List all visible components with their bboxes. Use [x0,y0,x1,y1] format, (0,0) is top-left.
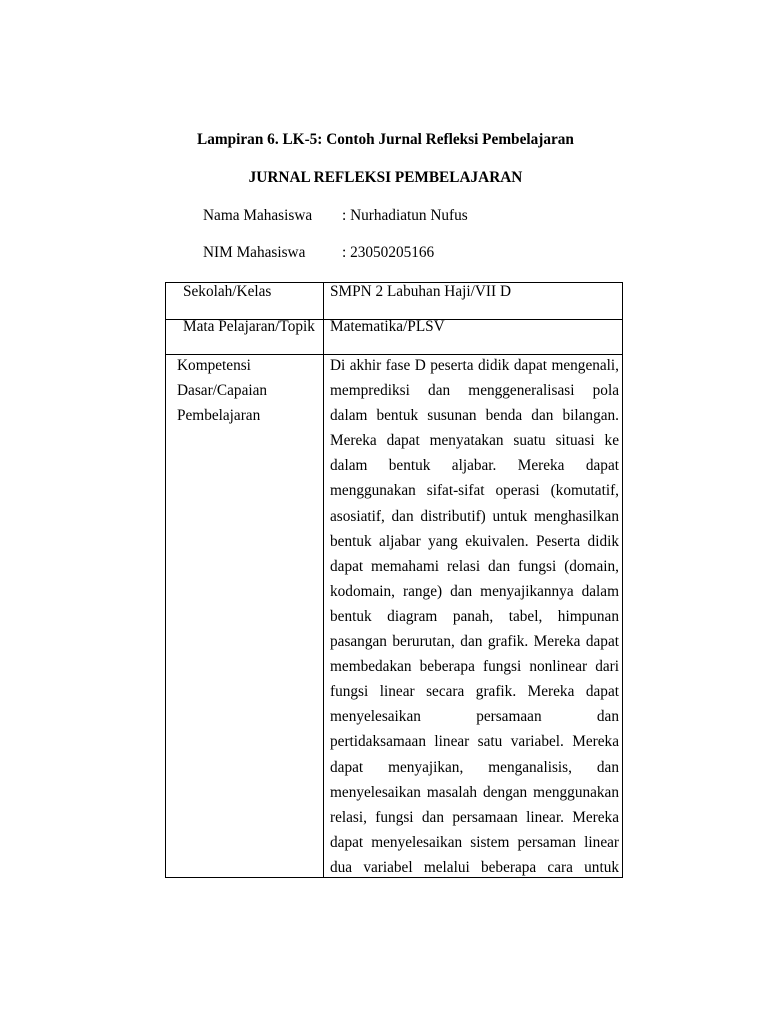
competency-text-line: dapat menyelesaikan sistem persaman linear [330,833,619,851]
school-class-label-cell [165,282,324,320]
competency-label-line: Dasar/Capaian [177,382,268,400]
competency-text-line: Di akhir fase D peserta didik dapat mengenali, [330,357,619,374]
competency-text-line: kodomain, range) dan menyajikannya dalam [330,582,619,600]
subject-topic-label-cell [165,319,324,355]
competency-text-line: asosiatif, dan distributif) untuk menghasilkan [330,507,619,525]
student-name-value: : Nurhadiatun Nufus [342,207,468,224]
competency-text-line: dalam bentuk aljabar. Mereka dapat [330,457,619,475]
competency-text-line: Mereka dapat menyatakan suatu situasi ke [330,432,619,450]
student-name-label: Nama Mahasiswa [203,207,313,224]
competency-text-line: memprediksi dan menggeneralisasi pola [330,382,619,400]
student-nim-label: NIM Mahasiswa [203,244,306,261]
competency-text-line: membedakan beberapa fungsi nonlinear dari [330,658,619,676]
competency-text-line: menyelesaikan masalah dengan menggunakan [330,783,619,801]
competency-text-line: dapat menyajikan, menganalisis, dan [330,758,619,776]
subject-topic-value: Matematika/PLSV [330,319,445,335]
competency-text-line: pasangan berurutan, dan grafik. Mereka dapat [330,633,619,651]
competency-text-line: dalam bentuk susunan benda dan bilangan. [330,407,619,425]
subject-topic-label: Mata Pelajaran/Topik [183,319,315,335]
competency-text-line: dua variabel melalui beberapa cara untuk [330,858,619,876]
student-nim-value: : 23050205166 [342,244,435,261]
reflection-table [165,282,623,878]
subject-topic-value-cell [323,319,623,355]
competency-text-line: menyelesaikan persamaan dan [330,708,619,726]
school-class-value-cell [323,282,623,320]
competency-label-line: Kompetensi [177,357,251,374]
competency-text-line: bentuk diagram panah, tabel, himpunan [330,607,619,625]
competency-text-line: bentuk aljabar yang ekuivalen. Peserta didik [330,532,619,550]
journal-heading: JURNAL REFLEKSI PEMBELAJARAN [248,169,523,186]
competency-text-line: fungsi linear secara grafik. Mereka dapat [330,683,619,701]
school-class-value: SMPN 2 Labuhan Haji/VII D [330,283,511,300]
competency-text-line: relasi, fungsi dan persamaan linear. Mereka [330,808,619,826]
school-class-label: Sekolah/Kelas [183,283,272,300]
competency-text-line: menggunakan sifat-sifat operasi (komutatif, [330,482,619,500]
page-title: Lampiran 6. LK-5: Contoh Jurnal Refleksi Pembelajaran [197,131,574,148]
competency-label-line: Pembelajaran [177,407,261,425]
competency-text-line: pertidaksamaan linear satu variabel. Mereka [330,733,619,751]
competency-text-line: dapat memahami relasi dan fungsi (domain, [330,557,619,575]
competency-value-cell [323,354,623,878]
competency-label-cell [165,354,324,878]
